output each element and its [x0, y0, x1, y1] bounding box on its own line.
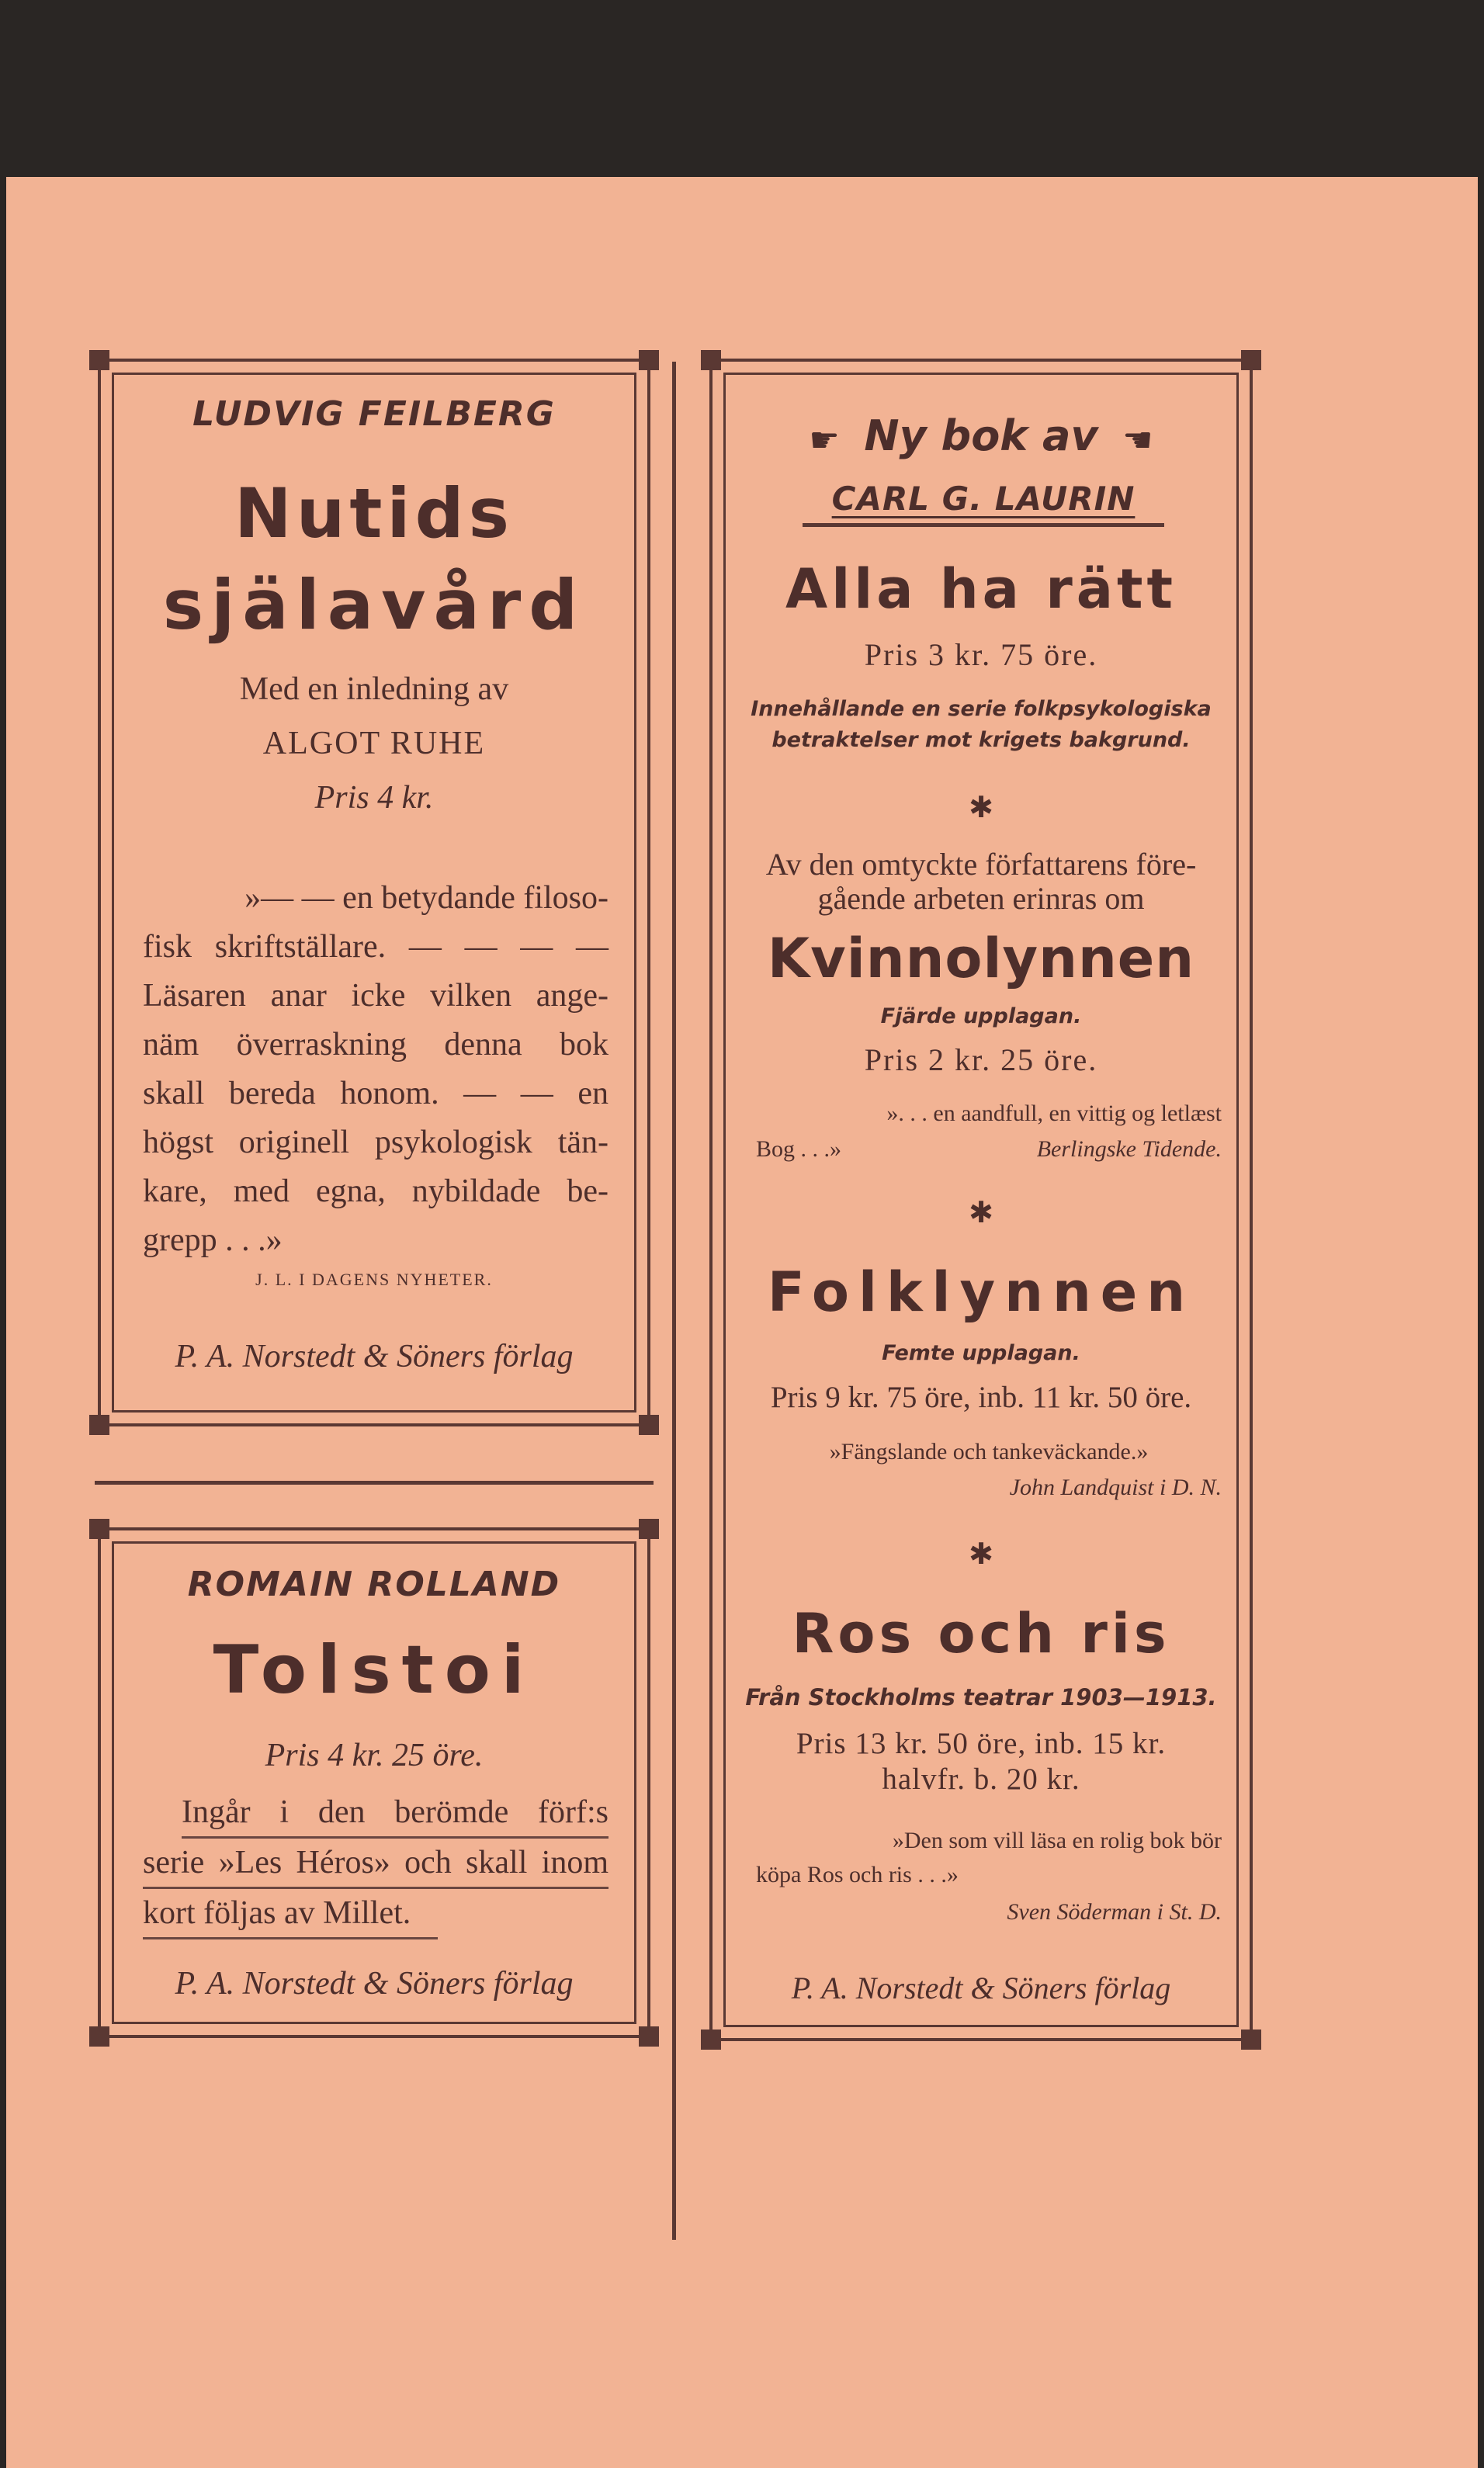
quote-line: näm överraskning denna bok [143, 1027, 609, 1062]
book2-edition: Fjärde upplagan. [880, 1004, 1082, 1028]
feilberg-author: LUDVIG FEILBERG [192, 394, 556, 434]
book1-title: Alla ha rätt [785, 557, 1177, 621]
frame-corner [639, 1519, 659, 1539]
laurin-author-rule [803, 523, 1164, 527]
laurin-header [734, 411, 1228, 461]
left-divider-rule [95, 1481, 654, 1485]
rolland-price: Pris 4 kr. 25 öre. [265, 1738, 484, 1773]
book4-price-line1: Pris 13 kr. 50 öre, inb. 15 kr. [796, 1727, 1167, 1760]
feilberg-intro-line1: Med en inledning av [239, 671, 509, 707]
quote-source: Sven Söderman i St. D. [1007, 1899, 1222, 1925]
quote-line: ». . . en aandfull, en vittig og letlæst [886, 1101, 1222, 1126]
quote-line: skall bereda honom. — — en [143, 1076, 609, 1111]
frame-corner [639, 2026, 659, 2047]
quote-line: fisk skriftställare. — — — — [143, 929, 609, 965]
frame-corner [639, 350, 659, 370]
quote-source: John Landquist i D. N. [1009, 1475, 1222, 1500]
book4-subtitle: Från Stockholms teatrar 1903—1913. [745, 1684, 1217, 1711]
book3-edition: Femte upplagan. [882, 1341, 1080, 1365]
frame-corner [1241, 350, 1261, 370]
quote-source: Berlingske Tidende. [1036, 1136, 1222, 1162]
star-separator-icon: ✱ [969, 1195, 993, 1229]
feilberg-price: Pris 4 kr. [314, 780, 434, 816]
quote-line: Läsaren anar icke vilken ange- [143, 978, 609, 1014]
advertisement-page [6, 177, 1478, 2468]
earlier-works-line2: gående arbeten erinras om [817, 881, 1145, 916]
laurin-author: CARL G. LAURIN [831, 480, 1136, 518]
quote-line [756, 1132, 1222, 1167]
feilberg-quote [143, 874, 609, 1265]
star-separator-icon: ✱ [969, 1537, 993, 1571]
quote-line-text: Bog . . .» [756, 1136, 842, 1162]
note-line: Ingår i den berömde förf:s [182, 1788, 609, 1839]
frame-corner [89, 2026, 109, 2047]
book4-price-line2: halvfr. b. 20 kr. [882, 1763, 1080, 1796]
feilberg-publisher: P. A. Norstedt & Söners förlag [175, 1339, 574, 1374]
pointing-hand-left-icon: ☚ [1122, 420, 1153, 460]
quote-line: kare, med egna, nybildade be- [143, 1173, 609, 1209]
feilberg-title-line2: själavård [162, 565, 586, 645]
book1-price: Pris 3 kr. 75 öre. [864, 637, 1098, 672]
book2-title: Kvinnolynnen [767, 927, 1195, 990]
quote-line: »Fängslande och tankeväckande.» [829, 1439, 1149, 1465]
book1-desc-line1: Innehållande en serie folkpsykologiska [751, 697, 1212, 721]
book4-quote [756, 1824, 1222, 1929]
book4-title: Ros och ris [792, 1602, 1170, 1666]
rolland-publisher: P. A. Norstedt & Söners förlag [175, 1966, 574, 2002]
frame-corner [639, 1415, 659, 1435]
book3-price: Pris 9 kr. 75 öre, inb. 11 kr. 50 öre. [770, 1381, 1192, 1414]
note-line [143, 1889, 438, 1939]
frame-corner [701, 2030, 721, 2050]
laurin-publisher: P. A. Norstedt & Söners förlag [791, 1971, 1171, 2005]
book2-price: Pris 2 kr. 25 öre. [864, 1042, 1098, 1077]
rolland-note [143, 1788, 609, 1939]
star-separator-icon: ✱ [969, 790, 993, 824]
rolland-title: Tolstoi [213, 1631, 536, 1709]
note-line-text: kort följas av Millet. [143, 1895, 411, 1931]
book3-quote [756, 1434, 1222, 1506]
frame-corner [89, 1415, 109, 1435]
quote-line: »— — en betydande filoso- [244, 880, 609, 916]
earlier-works-line1: Av den omtyckte författarens före- [765, 847, 1197, 882]
quote-line: »Den som vill läsa en rolig bok bör [892, 1828, 1222, 1853]
frame-corner [89, 350, 109, 370]
pointing-hand-right-icon: ☛ [809, 420, 840, 460]
book3-title: Folklynnen [767, 1260, 1195, 1324]
laurin-header-text: Ny bok av [864, 411, 1098, 460]
frame-corner [1241, 2030, 1261, 2050]
frame-corner [89, 1519, 109, 1539]
quote-line: högst originell psykologisk tän- [143, 1125, 609, 1160]
book2-quote [756, 1096, 1222, 1167]
feilberg-intro-line2: ALGOT RUHE [262, 726, 486, 761]
rolland-author: ROMAIN ROLLAND [187, 1565, 561, 1604]
book1-desc-line2: betraktelser mot krigets bakgrund. [771, 728, 1191, 752]
note-line: serie »Les Héros» och skall inom [143, 1839, 609, 1889]
column-divider-rule [672, 362, 676, 2240]
quote-line: grepp . . .» [143, 1222, 283, 1258]
feilberg-quote-source: J. L. I DAGENS NYHETER. [255, 1270, 493, 1289]
quote-line: köpa Ros och ris . . .» [756, 1862, 959, 1887]
feilberg-title-line1: Nutids [234, 473, 514, 553]
frame-corner [701, 350, 721, 370]
